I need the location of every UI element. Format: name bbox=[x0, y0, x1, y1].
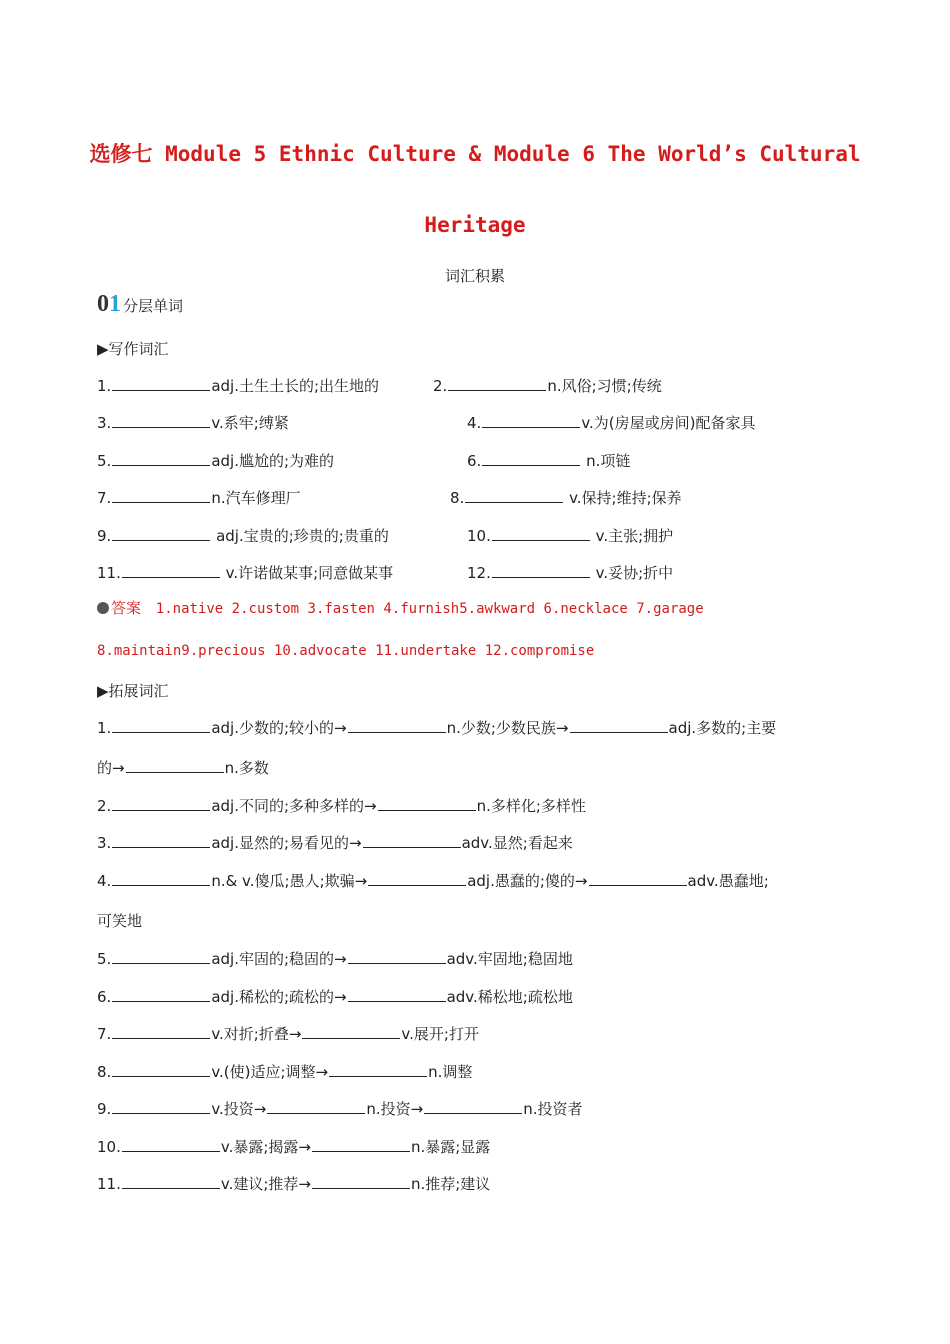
answer-blank[interactable] bbox=[112, 1099, 210, 1114]
vocab-item: 7. n.汽车修理厂 bbox=[97, 489, 301, 507]
answer-blank[interactable] bbox=[312, 1137, 410, 1152]
answer-blank[interactable] bbox=[363, 833, 461, 848]
vocab-item: 3. adj.显然的;易看见的→ adv.显然;看起来 bbox=[97, 834, 573, 852]
vocab-item: 10. v.暴露;揭露→ n.暴露;显露 bbox=[97, 1138, 491, 1156]
vocab-item: 7. v.对折;折叠→ v.展开;打开 bbox=[97, 1025, 479, 1043]
section-label: 分层单词 bbox=[123, 297, 184, 315]
vocab-item: 11. v.许诺做某事;同意做某事 bbox=[97, 564, 394, 582]
answer-blank[interactable] bbox=[112, 949, 210, 964]
answer-blank[interactable] bbox=[112, 1062, 210, 1077]
answer-blank[interactable] bbox=[465, 488, 563, 503]
answer-blank[interactable] bbox=[448, 376, 546, 391]
section-number: 01 bbox=[97, 291, 121, 317]
document-title: 选修七 Module 5 Ethnic Culture & Module 6 The World’s Cultural bbox=[89, 142, 861, 166]
answer-blank[interactable] bbox=[112, 1024, 210, 1039]
vocab-item: 8. v.保持;维持;保养 bbox=[450, 489, 682, 507]
vocab-item: 6. n.项链 bbox=[467, 452, 631, 470]
vocab-item: 5. adj.尴尬的;为难的 bbox=[97, 452, 335, 470]
answer-blank[interactable] bbox=[122, 1137, 220, 1152]
vocab-item: 9. v.投资→ n.投资→ n.投资者 bbox=[97, 1100, 583, 1118]
answer-blank[interactable] bbox=[112, 718, 210, 733]
document-title-continued: Heritage bbox=[424, 213, 526, 237]
answer-blank[interactable] bbox=[348, 718, 446, 733]
answer-blank[interactable] bbox=[329, 1062, 427, 1077]
vocab-item: 12. v.妥协;折中 bbox=[467, 564, 674, 582]
answer-blank[interactable] bbox=[482, 413, 580, 428]
answer-blank[interactable] bbox=[348, 949, 446, 964]
vocab-item: 2. adj.不同的;多种多样的→ n.多样化;多样性 bbox=[97, 797, 586, 815]
answer-blank[interactable] bbox=[267, 1099, 365, 1114]
answer-text-continued: 8.maintain9.precious 10.advocate 11.undertake 12.compromise bbox=[97, 643, 595, 659]
answer-blank[interactable] bbox=[589, 871, 687, 886]
extended-vocab-header: ▶拓展词汇 bbox=[97, 682, 169, 700]
answer-blank[interactable] bbox=[122, 1174, 220, 1189]
vocab-item: 9. adj.宝贵的;珍贵的;贵重的 bbox=[97, 527, 389, 545]
vocab-item: 3. v.系牢;缚紧 bbox=[97, 414, 289, 432]
answer-blank[interactable] bbox=[112, 488, 210, 503]
answer-blank[interactable] bbox=[112, 413, 210, 428]
answer-blank[interactable] bbox=[424, 1099, 522, 1114]
vocab-item: 1. adj.土生土长的;出生地的 bbox=[97, 377, 380, 395]
vocab-item-continued: 可笑地 bbox=[97, 912, 143, 930]
answer-blank[interactable] bbox=[368, 871, 466, 886]
vocab-item: 10. v.主张;拥护 bbox=[467, 527, 674, 545]
vocab-item: 4. n.& v.傻瓜;愚人;欺骗→ adj.愚蠢的;傻的→ adv.愚蠢地; bbox=[97, 872, 769, 890]
vocab-item: 1. adj.少数的;较小的→ n.少数;少数民族→ adj.多数的;主要 bbox=[97, 719, 777, 737]
answer-blank[interactable] bbox=[312, 1174, 410, 1189]
subtitle: 词汇积累 bbox=[444, 267, 505, 285]
answer-label: 答案 bbox=[111, 599, 142, 617]
answer-blank[interactable] bbox=[378, 796, 476, 811]
vocab-item: 8. v.(使)适应;调整→ n.调整 bbox=[97, 1063, 473, 1081]
vocab-item: 6. adj.稀松的;疏松的→ adv.稀松地;疏松地 bbox=[97, 988, 573, 1006]
answer-blank[interactable] bbox=[348, 987, 446, 1002]
answer-icon bbox=[97, 602, 109, 614]
answer-blank[interactable] bbox=[126, 758, 224, 773]
answer-blank[interactable] bbox=[122, 563, 220, 578]
answer-blank[interactable] bbox=[112, 833, 210, 848]
answer-text: 1.native 2.custom 3.fasten 4.furnish5.awkward 6.necklace 7.garage bbox=[155, 601, 704, 617]
answer-blank[interactable] bbox=[112, 871, 210, 886]
vocab-item-continued: 的→ n.多数 bbox=[97, 759, 269, 777]
vocab-item: 4. v.为(房屋或房间)配备家具 bbox=[467, 414, 756, 432]
vocab-item: 5. adj.牢固的;稳固的→ adv.牢固地;稳固地 bbox=[97, 950, 573, 968]
vocab-item: 11. v.建议;推荐→ n.推荐;建议 bbox=[97, 1175, 491, 1193]
answer-blank[interactable] bbox=[492, 563, 590, 578]
answer-blank[interactable] bbox=[570, 718, 668, 733]
writing-vocab-header: ▶写作词汇 bbox=[97, 340, 169, 358]
answer-blank[interactable] bbox=[112, 796, 210, 811]
vocab-item: 2. n.风俗;习惯;传统 bbox=[433, 377, 662, 395]
answer-blank[interactable] bbox=[112, 376, 210, 391]
answer-line bbox=[97, 597, 704, 618]
answer-blank[interactable] bbox=[302, 1024, 400, 1039]
answer-blank[interactable] bbox=[112, 987, 210, 1002]
answer-blank[interactable] bbox=[112, 451, 210, 466]
section-heading bbox=[97, 291, 183, 318]
answer-blank[interactable] bbox=[482, 451, 580, 466]
answer-blank[interactable] bbox=[112, 526, 210, 541]
answer-blank[interactable] bbox=[492, 526, 590, 541]
